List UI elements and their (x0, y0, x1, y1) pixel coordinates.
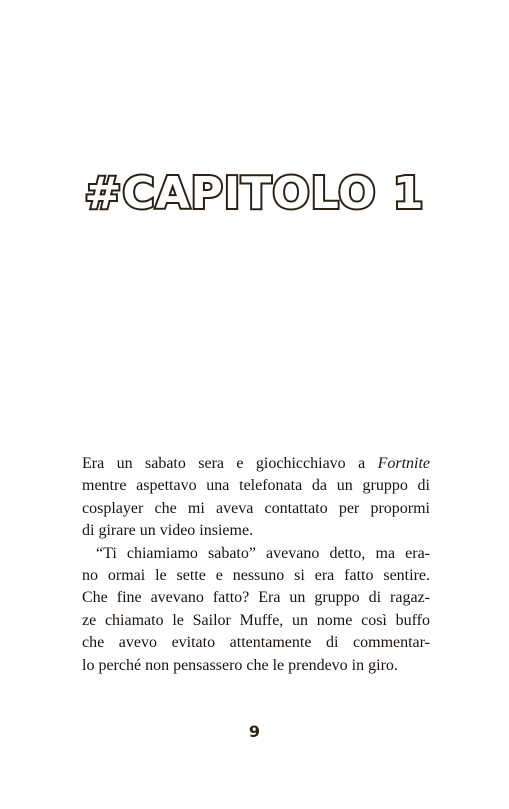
paragraph-1 (82, 453, 430, 543)
text-line: Era un sabato sera e giochicchiavo a Fortnite (82, 455, 430, 472)
text-line: mentre aspettavo una telefonata da un gruppo di (82, 477, 430, 495)
text-line: Che fine avevano fatto? Era un gruppo di ragaz- (82, 589, 430, 607)
chapter-title: #CAPITOLO 1 (84, 168, 425, 219)
paragraph-2 (82, 543, 430, 677)
text-line: “Ti chiamiamo sabato” avevano detto, ma era- (96, 544, 430, 562)
text-line: ze chiamato le Sailor Muffe, un nome così buffo (82, 611, 430, 629)
body-text (82, 453, 430, 677)
text-line: che avevo evitato attentamente di commentar- (82, 634, 430, 652)
page-number: 9 (248, 722, 261, 741)
text-line: lo perché non pensassero che le prendevo in giro. (82, 656, 398, 674)
text-line: di girare un video insieme. (82, 522, 254, 540)
text-line: no ormai le sette e nessuno si era fatto sentire. (82, 567, 430, 585)
text-line: cosplayer che mi aveva contattato per propormi (82, 499, 430, 517)
